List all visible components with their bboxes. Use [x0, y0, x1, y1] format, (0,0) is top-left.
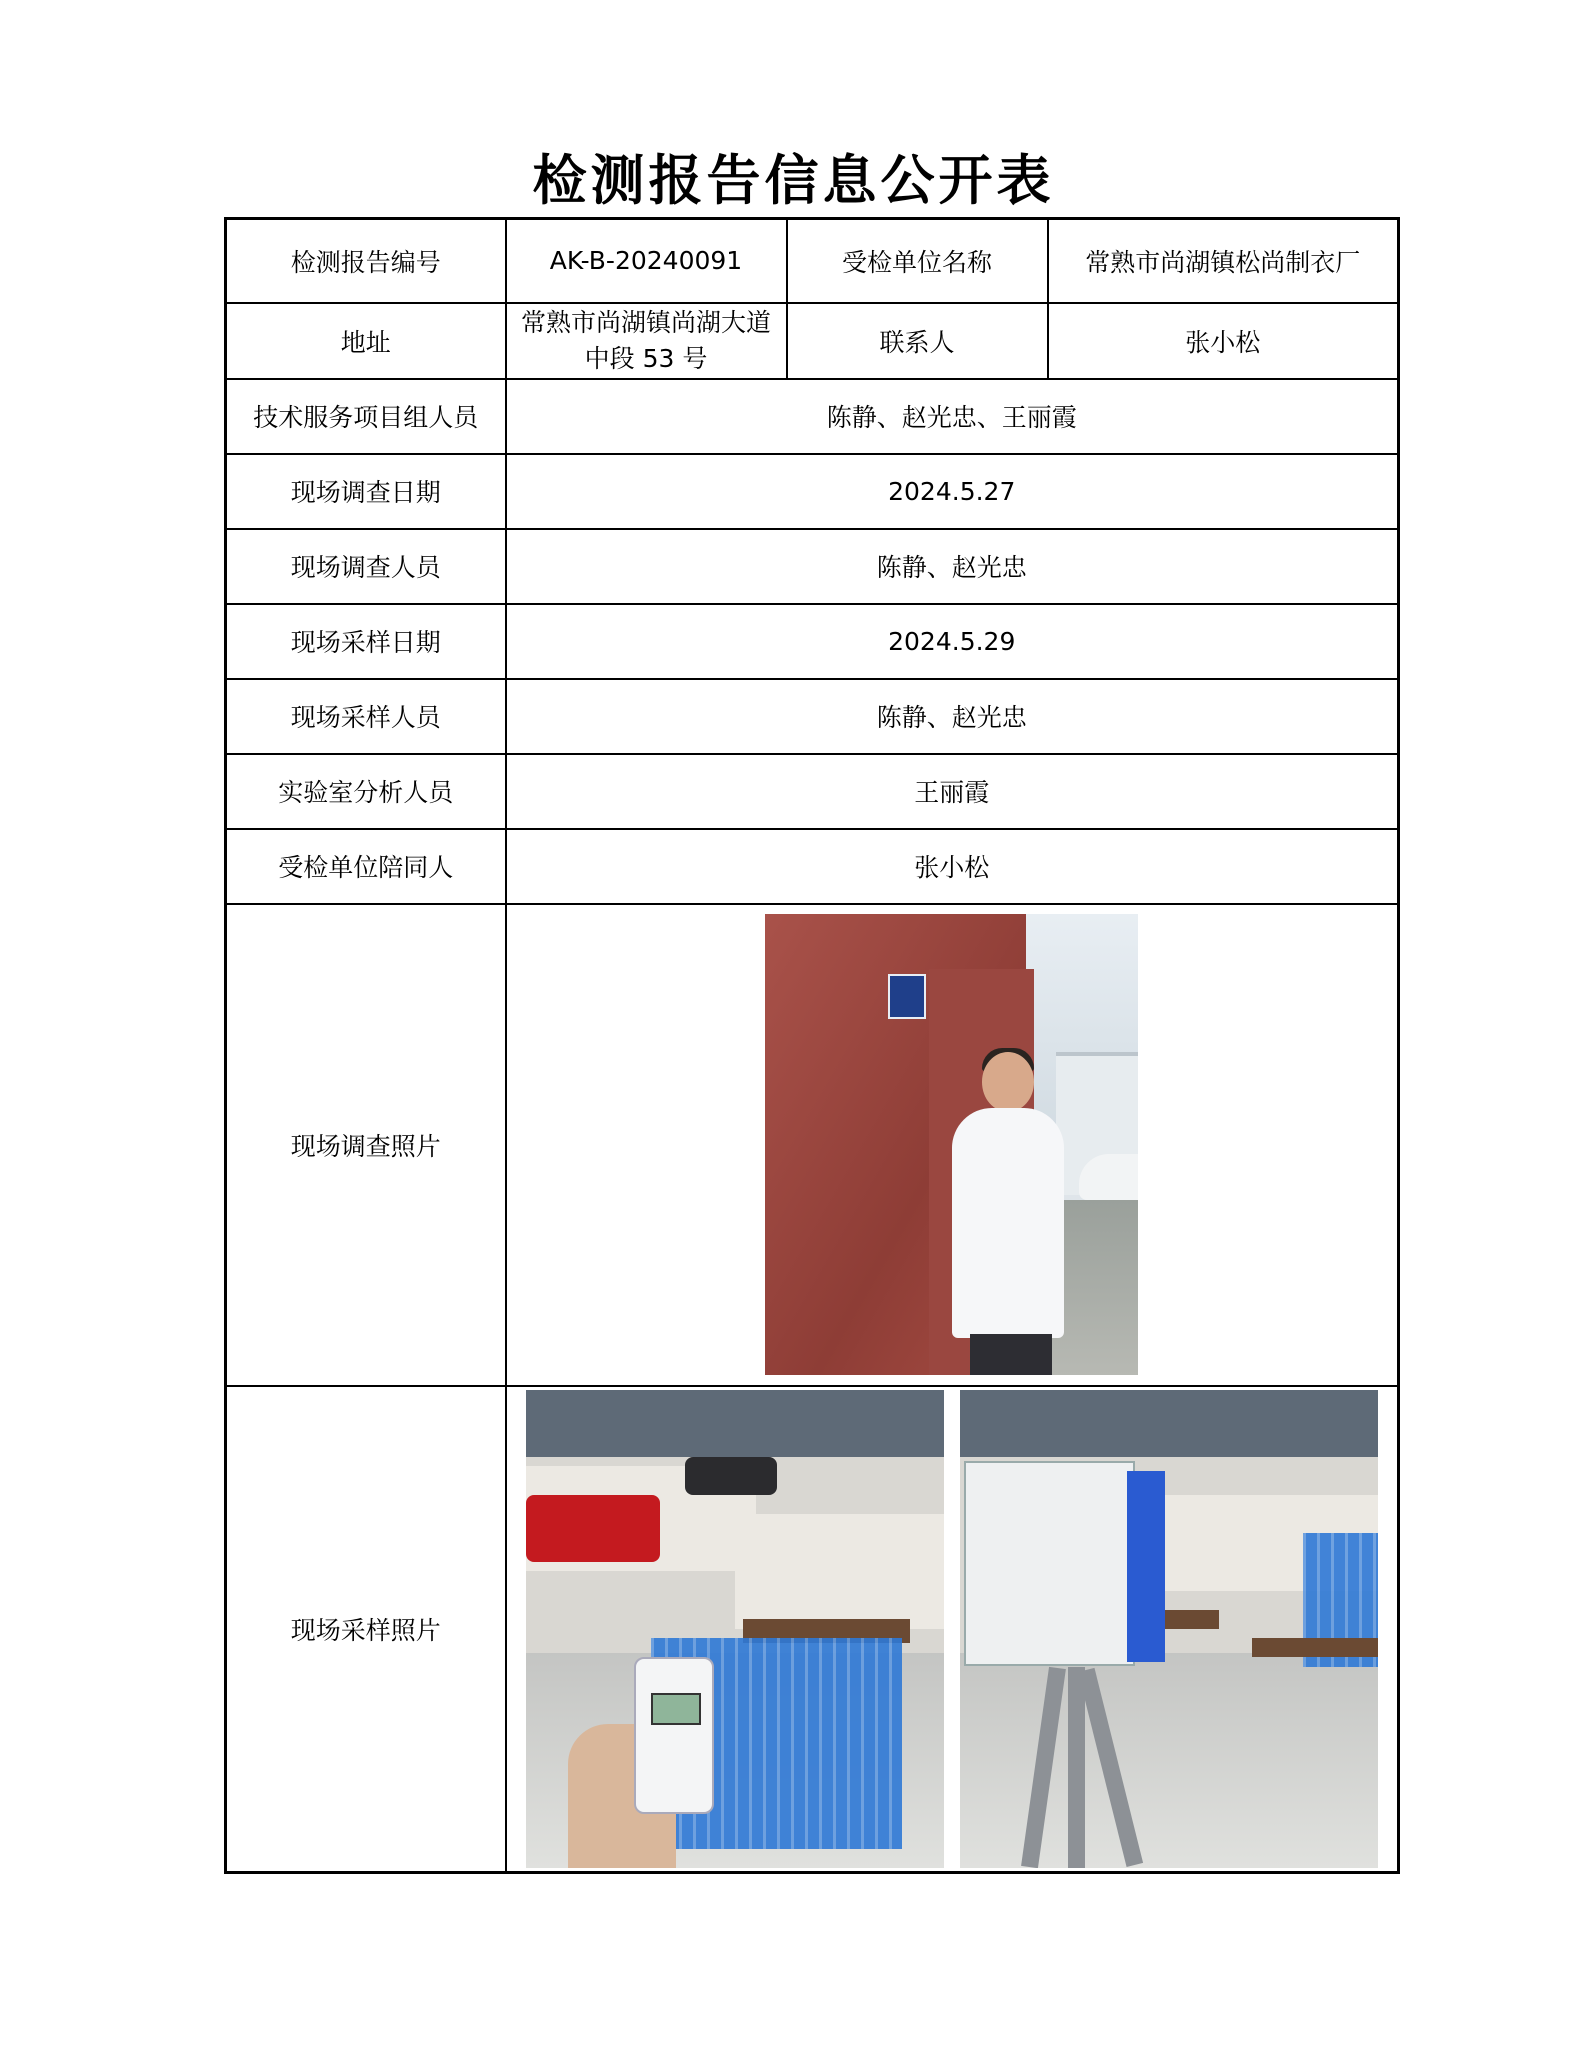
table-row	[226, 219, 1399, 303]
table-row	[226, 529, 1399, 604]
table-row	[226, 379, 1399, 454]
row-label: 实验室分析人员	[226, 754, 506, 829]
table-row	[226, 904, 1399, 1386]
sampling-photo-label: 现场采样照片	[226, 1386, 506, 1873]
sampling-photo-air-sampler	[960, 1390, 1378, 1868]
unit-name-label: 受检单位名称	[787, 219, 1048, 303]
address-label: 地址	[226, 303, 506, 379]
row-value: 陈静、赵光忠	[506, 529, 1399, 604]
row-label: 现场采样人员	[226, 679, 506, 754]
report-table	[224, 217, 1400, 1874]
row-label: 受检单位陪同人	[226, 829, 506, 904]
survey-photo	[765, 914, 1138, 1375]
sampling-photo-noise-meter	[526, 1390, 944, 1868]
table-row	[226, 454, 1399, 529]
sampling-photo-cell	[506, 1386, 1399, 1873]
report-no-label: 检测报告编号	[226, 219, 506, 303]
table-row	[226, 754, 1399, 829]
row-value: 陈静、赵光忠、王丽霞	[506, 379, 1399, 454]
page-title: 检测报告信息公开表	[532, 149, 1055, 212]
table-row	[226, 1386, 1399, 1873]
row-value: 王丽霞	[506, 754, 1399, 829]
table-row	[226, 303, 1399, 379]
survey-photo-cell	[506, 904, 1399, 1386]
row-value: 2024.5.29	[506, 604, 1399, 679]
contact-label: 联系人	[787, 303, 1048, 379]
row-value: 2024.5.27	[506, 454, 1399, 529]
row-label: 现场调查人员	[226, 529, 506, 604]
table-row	[226, 604, 1399, 679]
table-row	[226, 679, 1399, 754]
table-row	[226, 829, 1399, 904]
row-label: 技术服务项目组人员	[226, 379, 506, 454]
address-value: 常熟市尚湖镇尚湖大道中段 53 号	[506, 303, 787, 379]
row-value: 陈静、赵光忠	[506, 679, 1399, 754]
contact-value: 张小松	[1048, 303, 1399, 379]
row-label: 现场调查日期	[226, 454, 506, 529]
report-no-value: AK-B-20240091	[506, 219, 787, 303]
unit-name-value: 常熟市尚湖镇松尚制衣厂	[1048, 219, 1399, 303]
survey-photo-label: 现场调查照片	[226, 904, 506, 1386]
row-value: 张小松	[506, 829, 1399, 904]
row-label: 现场采样日期	[226, 604, 506, 679]
